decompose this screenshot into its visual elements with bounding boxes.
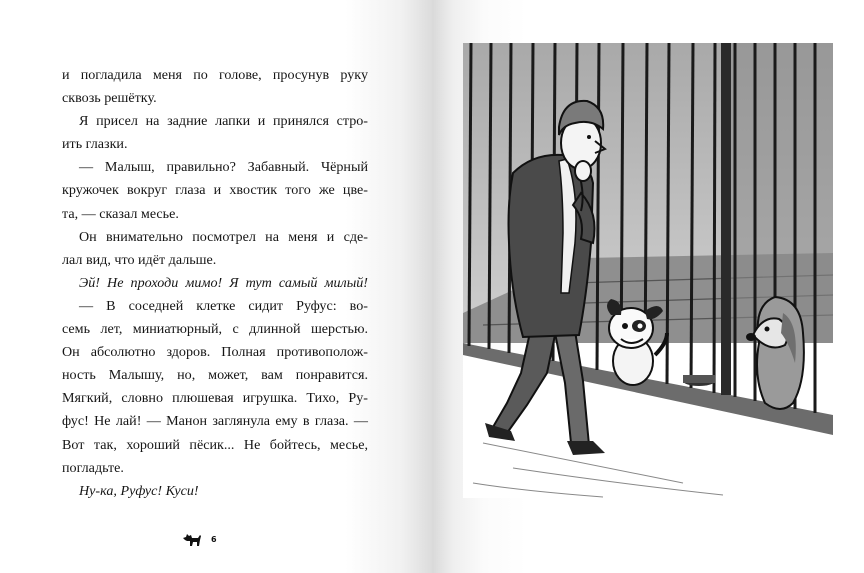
text-line: семь лет, миниатюрный, с длинной шерстью. — [62, 321, 368, 338]
text-line: кружочек вокруг глаза и хвостик того же цве- — [62, 182, 368, 199]
text-line: и погладила меня по голове, просунув руку — [62, 67, 368, 83]
text-line: Мягкий, словно плюшевая игрушка. Тихо, Ру- — [62, 390, 368, 407]
shelter-man-and-dogs-illustration — [463, 43, 833, 498]
text-line: Эй! Не проходи мимо! Я тут самый милый! — [79, 274, 368, 291]
page-number: 6 — [211, 534, 217, 544]
text-line: ить глазки. — [62, 136, 128, 153]
text-line: — В соседней клетке сидит Руфус: во- — [79, 297, 368, 314]
text-line: сквозь решётку. — [62, 90, 157, 107]
text-line: Он абсолютно здоров. Полная противополож- — [62, 344, 368, 361]
text-line: лал вид, что идёт дальше. — [62, 251, 217, 268]
text-line: фус! Не лай! — Манон заглянула ему в глаза. — — [62, 413, 368, 430]
text-line: погладьте. — [62, 459, 124, 476]
text-line: Ну-ка, Руфус! Куси! — [79, 482, 199, 499]
cage-divider — [721, 43, 731, 395]
text-line: та, — сказал месье. — [62, 205, 179, 222]
text-line: Вот так, хороший пёсик... Не бойтесь, месье, — [62, 436, 368, 453]
text-line: Он внимательно посмотрел на меня и сде- — [79, 228, 368, 245]
text-line: ность Малышу, но, может, вам понравится. — [62, 367, 368, 384]
page-folio — [182, 531, 217, 547]
text-line: — Малыш, правильно? Забавный. Чёрный — [79, 159, 368, 176]
text-line: Я присел на задние лапки и принялся стро- — [79, 113, 368, 130]
dog-silhouette-icon — [182, 532, 202, 547]
body-text — [62, 64, 368, 503]
